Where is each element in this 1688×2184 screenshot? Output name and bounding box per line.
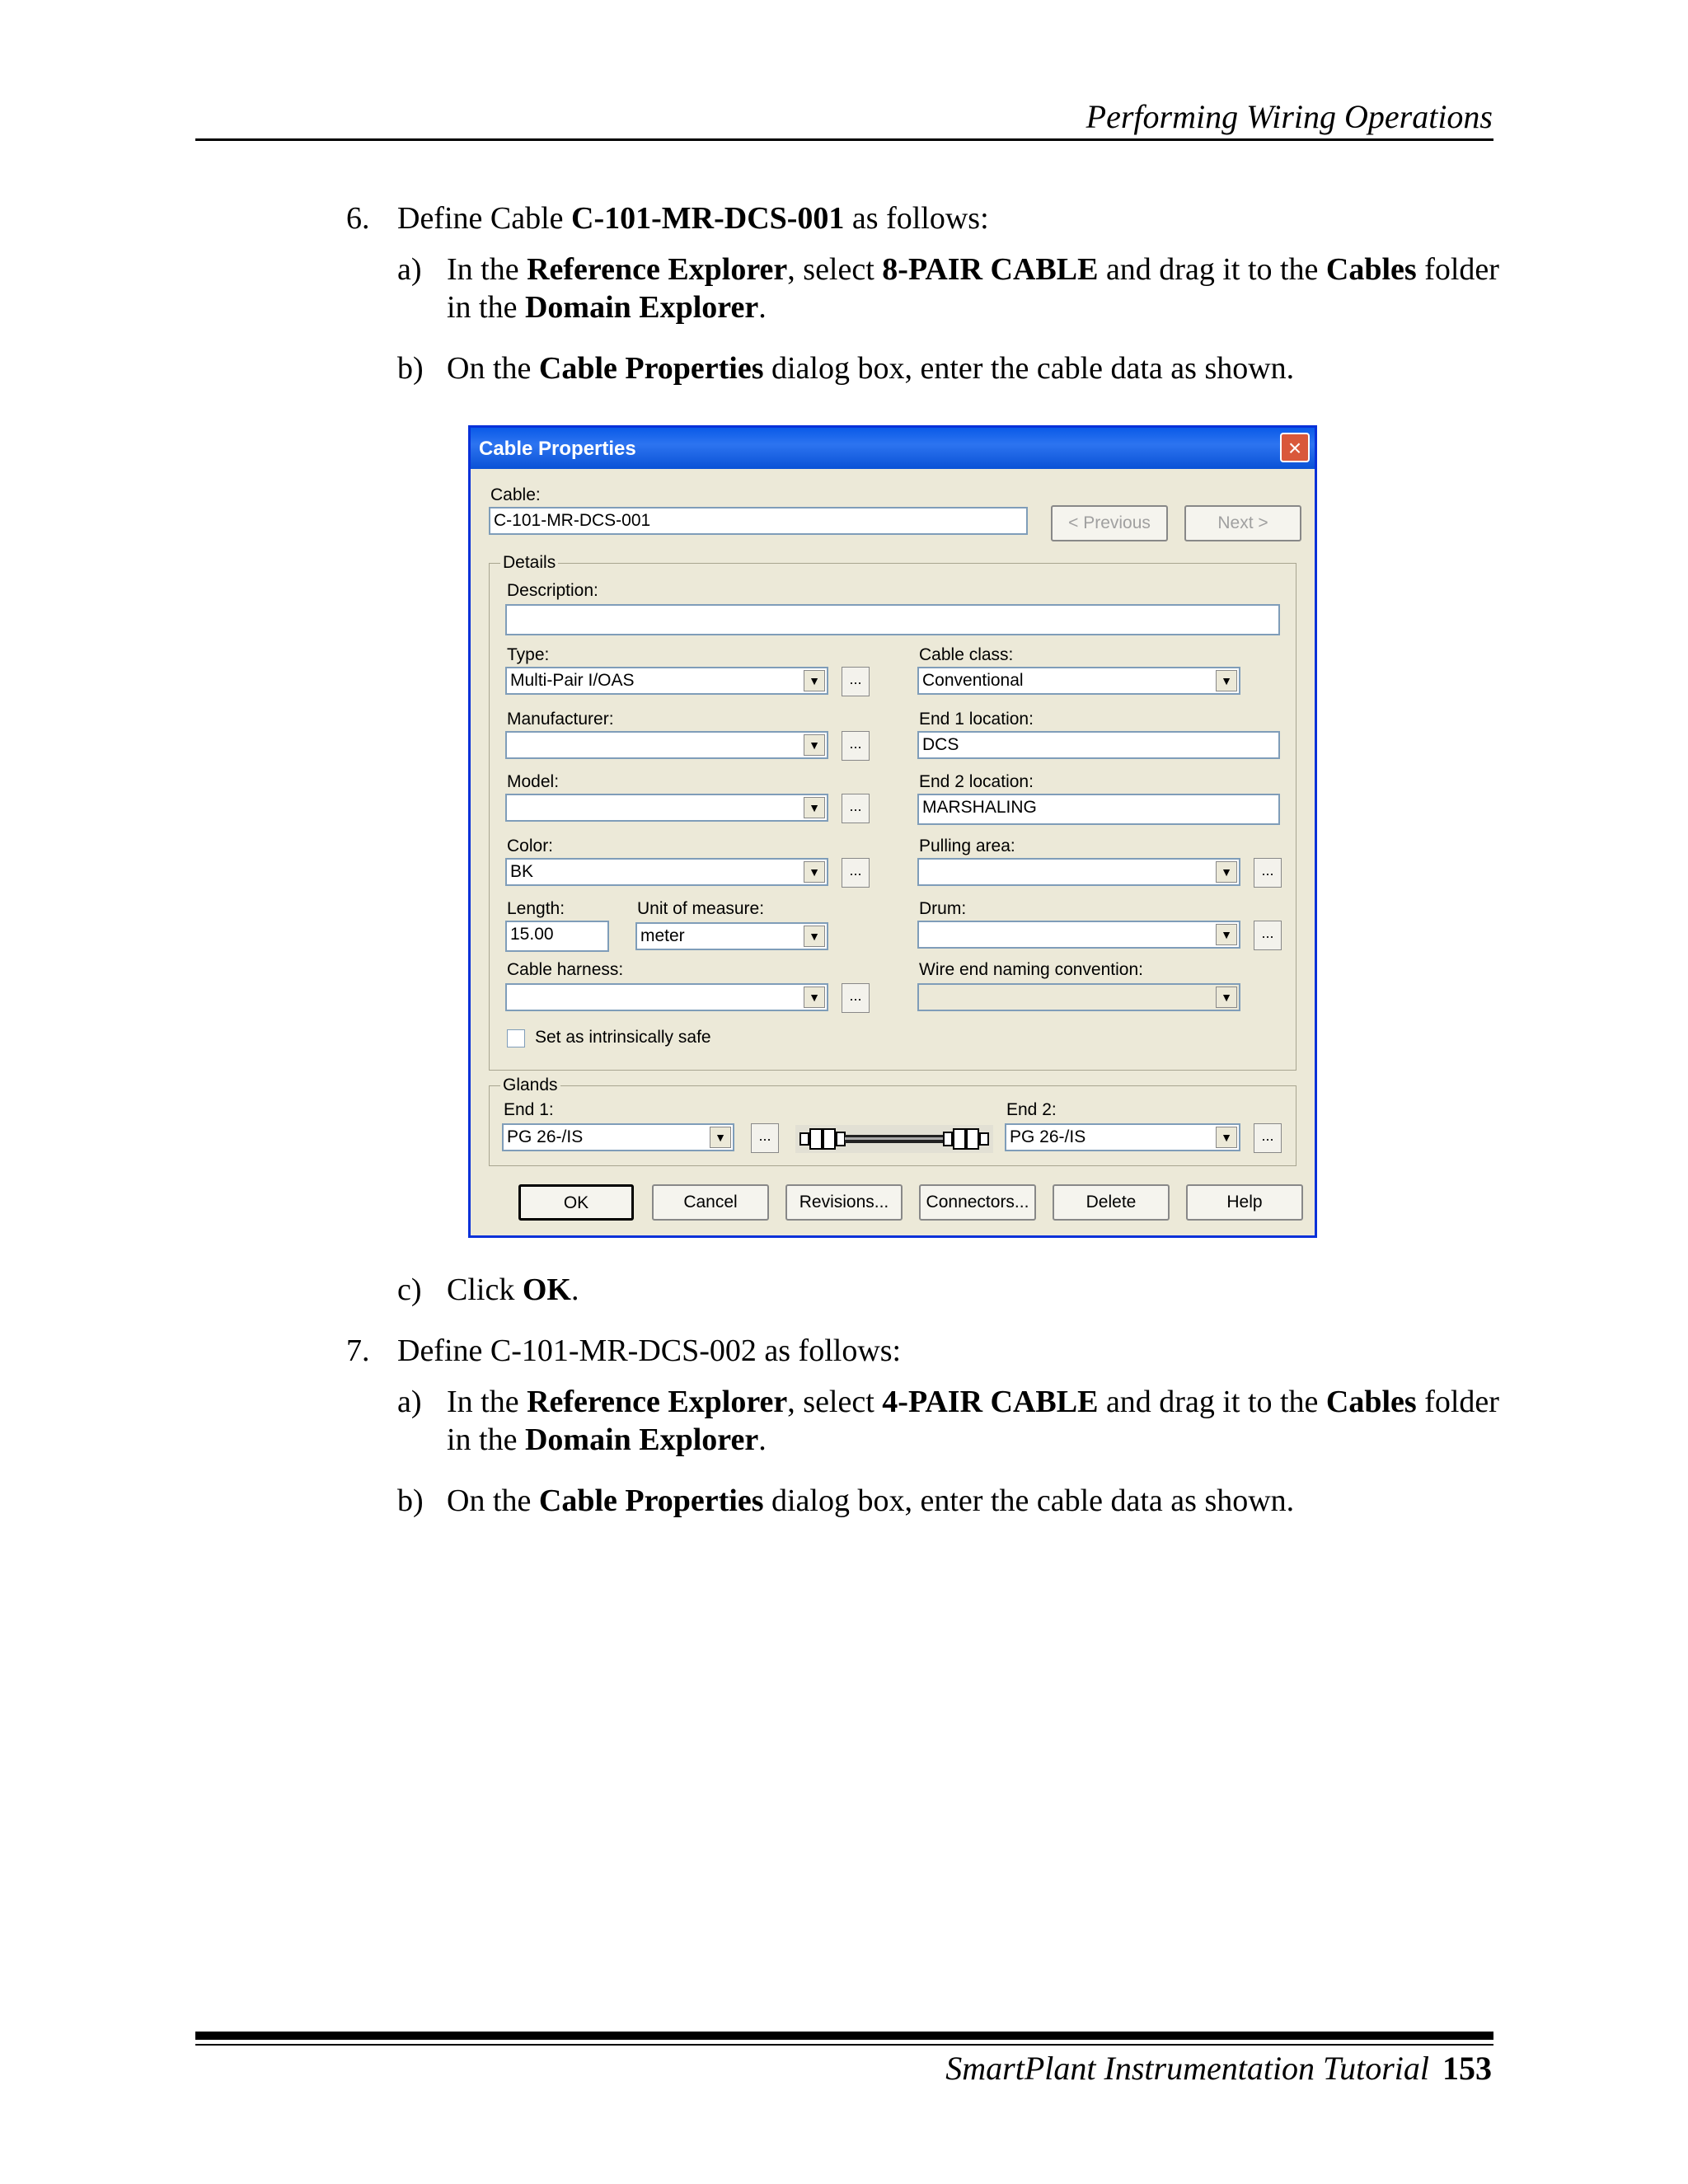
delete-button[interactable]: Delete xyxy=(1053,1184,1170,1221)
cable-label: Cable: xyxy=(490,485,541,504)
color-label: Color: xyxy=(507,837,554,855)
help-button[interactable]: Help xyxy=(1186,1184,1303,1221)
step-6-text: Define Cable C-101-MR-DCS-001 as follows: xyxy=(397,201,989,236)
glands-label: Glands xyxy=(500,1076,560,1095)
close-button[interactable]: × xyxy=(1280,433,1310,462)
color-browse-button[interactable]: ... xyxy=(842,858,870,888)
model-label: Model: xyxy=(507,772,560,791)
step-7-text: Define C-101-MR-DCS-002 as follows: xyxy=(397,1333,902,1368)
drum-browse-button[interactable]: ... xyxy=(1254,921,1282,950)
step-6c-text: Click OK. xyxy=(447,1272,579,1307)
drum-dropdown[interactable] xyxy=(917,921,1240,949)
header-rule xyxy=(195,138,1493,141)
cable-field[interactable]: C-101-MR-DCS-001 xyxy=(489,507,1028,535)
chevron-down-icon[interactable]: ▼ xyxy=(804,926,825,947)
chevron-down-icon[interactable]: ▼ xyxy=(1216,987,1237,1008)
gland-end2-label: End 2: xyxy=(1006,1100,1057,1119)
footer-rule xyxy=(195,2032,1493,2040)
pulling-area-dropdown[interactable] xyxy=(917,858,1240,886)
manufacturer-browse-button[interactable]: ... xyxy=(842,731,870,761)
gland-end1-dropdown[interactable] xyxy=(502,1123,734,1151)
end1-location-field[interactable]: DCS xyxy=(917,731,1280,759)
step-number: 7. xyxy=(346,1333,370,1368)
type-browse-button[interactable]: ... xyxy=(842,667,870,696)
step-6a-text: In the Reference Explorer, select 8-PAIR CABLE and drag it to the Cables folder in the Domain Explorer. xyxy=(447,252,1499,325)
chevron-down-icon[interactable]: ▼ xyxy=(1216,861,1237,883)
step-letter: b) xyxy=(397,1483,424,1518)
connectors-button[interactable]: Connectors... xyxy=(919,1184,1036,1221)
chevron-down-icon[interactable]: ▼ xyxy=(1216,924,1237,945)
chevron-down-icon[interactable]: ▼ xyxy=(804,734,825,756)
intrinsically-safe-label: Set as intrinsically safe xyxy=(535,1028,711,1047)
chevron-down-icon[interactable]: ▼ xyxy=(804,670,825,691)
cable-harness-label: Cable harness: xyxy=(507,960,624,979)
cable-harness-browse-button[interactable]: ... xyxy=(842,983,870,1013)
title-bar[interactable] xyxy=(471,428,1315,469)
step-7b-text: On the Cable Properties dialog box, enter the cable data as shown. xyxy=(447,1483,1295,1518)
cancel-button[interactable]: Cancel xyxy=(652,1184,769,1221)
description-label: Description: xyxy=(507,581,598,600)
type-dropdown[interactable] xyxy=(505,667,828,695)
cable-properties-dialog xyxy=(468,425,1317,1238)
end2-location-field[interactable]: MARSHALING xyxy=(917,794,1280,825)
color-dropdown[interactable] xyxy=(505,858,828,886)
gland-end1-value: PG 26-/IS xyxy=(507,1127,584,1146)
footer-title: SmartPlant Instrumentation Tutorial xyxy=(945,2050,1429,2087)
gland-end2-value: PG 26-/IS xyxy=(1010,1127,1086,1146)
unit-of-measure-label: Unit of measure: xyxy=(637,899,765,918)
next-button[interactable]: Next > xyxy=(1184,505,1301,541)
step-letter: b) xyxy=(397,351,424,386)
gland-end1-label: End 1: xyxy=(504,1100,554,1119)
manufacturer-dropdown[interactable] xyxy=(505,731,828,759)
page-footer xyxy=(945,2049,1492,2088)
type-value: Multi-Pair I/OAS xyxy=(510,671,635,690)
footer-rule-thin xyxy=(195,2044,1493,2046)
chevron-down-icon[interactable]: ▼ xyxy=(804,797,825,818)
drum-label: Drum: xyxy=(919,899,967,918)
intrinsically-safe-checkbox[interactable] xyxy=(507,1029,525,1047)
type-label: Type: xyxy=(507,645,550,664)
description-field[interactable] xyxy=(505,604,1280,635)
wire-end-naming-label: Wire end naming convention: xyxy=(919,960,1143,979)
chevron-down-icon[interactable]: ▼ xyxy=(710,1127,731,1148)
model-dropdown[interactable] xyxy=(505,794,828,822)
step-7a-text: In the Reference Explorer, select 4-PAIR CABLE and drag it to the Cables folder in the Domain Explorer. xyxy=(447,1385,1499,1457)
length-field[interactable]: 15.00 xyxy=(505,921,609,952)
chevron-down-icon[interactable]: ▼ xyxy=(1216,670,1237,691)
model-browse-button[interactable]: ... xyxy=(842,794,870,823)
dialog-title: Cable Properties xyxy=(479,438,636,460)
step-number: 6. xyxy=(346,201,370,236)
pulling-area-browse-button[interactable]: ... xyxy=(1254,858,1282,888)
cable-harness-dropdown[interactable] xyxy=(505,983,828,1011)
color-value: BK xyxy=(510,862,534,881)
details-label: Details xyxy=(500,553,558,573)
cable-graphic-icon xyxy=(795,1125,993,1153)
chevron-down-icon[interactable]: ▼ xyxy=(804,987,825,1008)
revisions-button[interactable]: Revisions... xyxy=(785,1184,903,1221)
unit-of-measure-dropdown[interactable] xyxy=(635,922,828,950)
cable-class-value: Conventional xyxy=(922,671,1024,690)
unit-of-measure-value: meter xyxy=(640,926,685,945)
end1-location-label: End 1 location: xyxy=(919,710,1034,729)
cable-class-label: Cable class: xyxy=(919,645,1014,664)
end2-location-label: End 2 location: xyxy=(919,772,1034,791)
ok-button[interactable]: OK xyxy=(518,1184,634,1221)
step-letter: c) xyxy=(397,1272,422,1307)
pulling-area-label: Pulling area: xyxy=(919,837,1015,855)
step-letter: a) xyxy=(397,252,422,287)
page-header: Performing Wiring Operations xyxy=(1085,98,1493,135)
previous-button[interactable]: < Previous xyxy=(1051,505,1168,541)
length-label: Length: xyxy=(507,899,565,918)
page-number: 153 xyxy=(1442,2050,1492,2087)
step-6b-text: On the Cable Properties dialog box, enter the cable data as shown. xyxy=(447,351,1295,386)
gland-end2-dropdown[interactable] xyxy=(1005,1123,1240,1151)
wire-end-naming-dropdown[interactable] xyxy=(917,983,1240,1011)
manufacturer-label: Manufacturer: xyxy=(507,710,614,729)
gland-end2-browse-button[interactable]: ... xyxy=(1254,1123,1282,1153)
cable-class-dropdown[interactable] xyxy=(917,667,1240,695)
chevron-down-icon[interactable]: ▼ xyxy=(1216,1127,1237,1148)
step-letter: a) xyxy=(397,1385,422,1419)
chevron-down-icon[interactable]: ▼ xyxy=(804,861,825,883)
gland-end1-browse-button[interactable]: ... xyxy=(751,1123,779,1153)
